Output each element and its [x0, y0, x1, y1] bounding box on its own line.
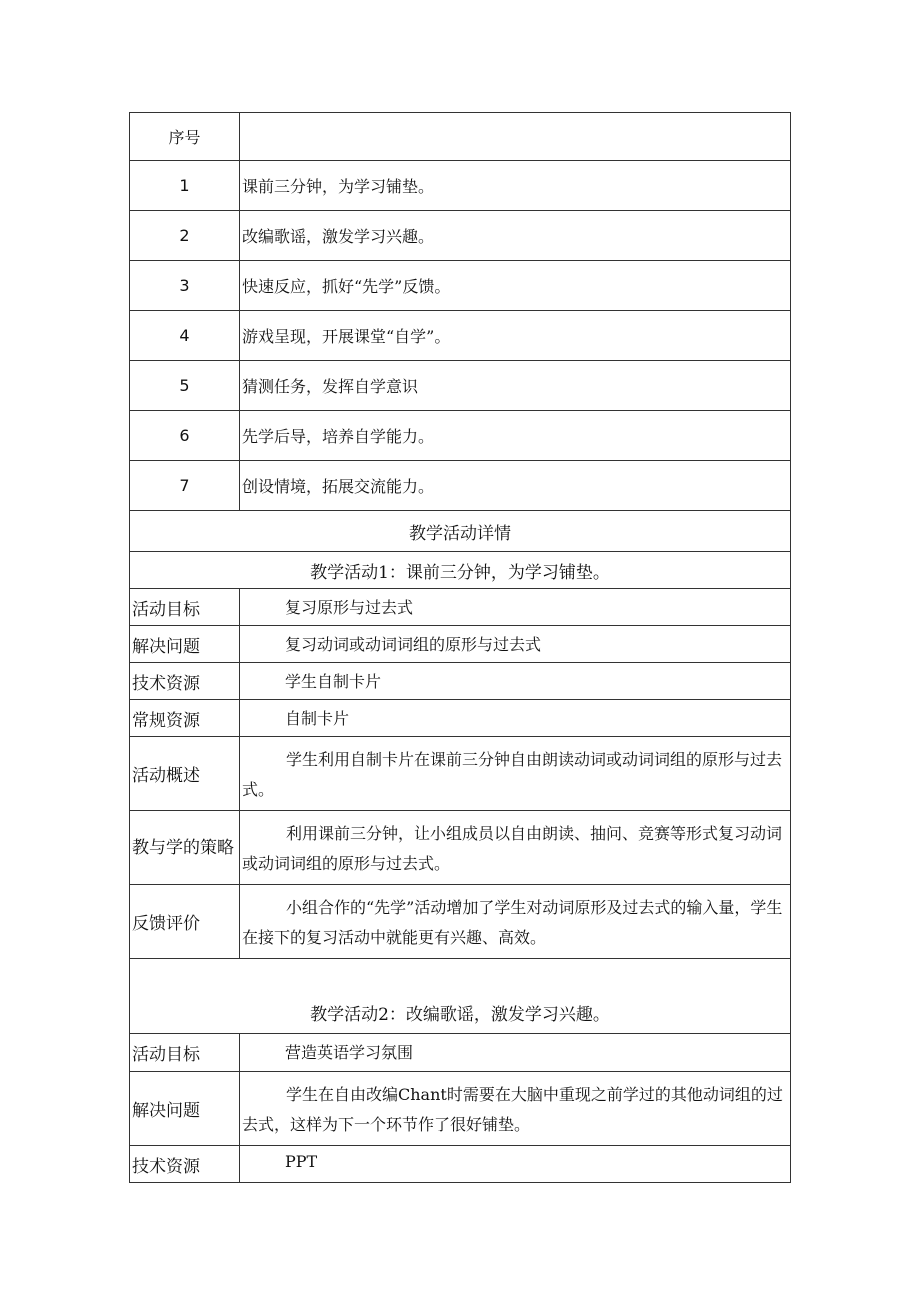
section-title: 教学活动详情: [130, 511, 791, 552]
activity-2-tech-label: 技术资源: [130, 1146, 240, 1183]
activity-2-goal-label: 活动目标: [130, 1034, 240, 1072]
step-number: 5: [130, 361, 240, 411]
header-value: [240, 113, 791, 161]
activity-2-problem-value: 学生在自由改编Chant时需要在大脑中重现之前学过的其他动词组的过去式，这样为下一个环节作了很好铺垫。: [240, 1072, 791, 1146]
activity-1-tech-value: 学生自制卡片: [240, 663, 791, 700]
activity-2-title: 教学活动2：改编歌谣，激发学习兴趣。: [130, 959, 791, 1034]
activity-1-feedback-label: 反馈评价: [130, 885, 240, 959]
step-number: 4: [130, 311, 240, 361]
step-number: 2: [130, 211, 240, 261]
activity-2-tech-value: PPT: [240, 1146, 791, 1183]
activity-1-goal-value: 复习原形与过去式: [240, 589, 791, 626]
activity-1-tech-label: 技术资源: [130, 663, 240, 700]
lesson-plan-table: [129, 112, 790, 1183]
activity-1-problem-value: 复习动词或动词词组的原形与过去式: [240, 626, 791, 663]
activity-1-strategy-value: 利用课前三分钟，让小组成员以自由朗读、抽问、竞赛等形式复习动词或动词词组的原形与过去式。: [240, 811, 791, 885]
activity-1-goal-label: 活动目标: [130, 589, 240, 626]
activity-2-goal-value: 营造英语学习氛围: [240, 1034, 791, 1072]
activity-1-regular-value: 自制卡片: [240, 700, 791, 737]
step-number: 3: [130, 261, 240, 311]
header-label: 序号: [130, 113, 240, 161]
activity-1-title: 教学活动1：课前三分钟，为学习铺垫。: [130, 552, 791, 589]
step-number: 6: [130, 411, 240, 461]
activity-1-overview-label: 活动概述: [130, 737, 240, 811]
step-text: 创设情境，拓展交流能力。: [240, 461, 791, 511]
step-text: 课前三分钟，为学习铺垫。: [240, 161, 791, 211]
step-number: 7: [130, 461, 240, 511]
step-text: 游戏呈现，开展课堂“自学”。: [240, 311, 791, 361]
step-text: 改编歌谣，激发学习兴趣。: [240, 211, 791, 261]
activity-2-problem-label: 解决问题: [130, 1072, 240, 1146]
step-number: 1: [130, 161, 240, 211]
activity-1-regular-label: 常规资源: [130, 700, 240, 737]
activity-1-problem-label: 解决问题: [130, 626, 240, 663]
step-text: 先学后导，培养自学能力。: [240, 411, 791, 461]
activity-1-overview-value: 学生利用自制卡片在课前三分钟自由朗读动词或动词词组的原形与过去式。: [240, 737, 791, 811]
step-text: 快速反应，抓好“先学”反馈。: [240, 261, 791, 311]
activity-1-feedback-value: 小组合作的“先学”活动增加了学生对动词原形及过去式的输入量，学生在接下的复习活动中就能更有兴趣、高效。: [240, 885, 791, 959]
activity-1-strategy-label: 教与学的策略: [130, 811, 240, 885]
step-text: 猜测任务，发挥自学意识: [240, 361, 791, 411]
